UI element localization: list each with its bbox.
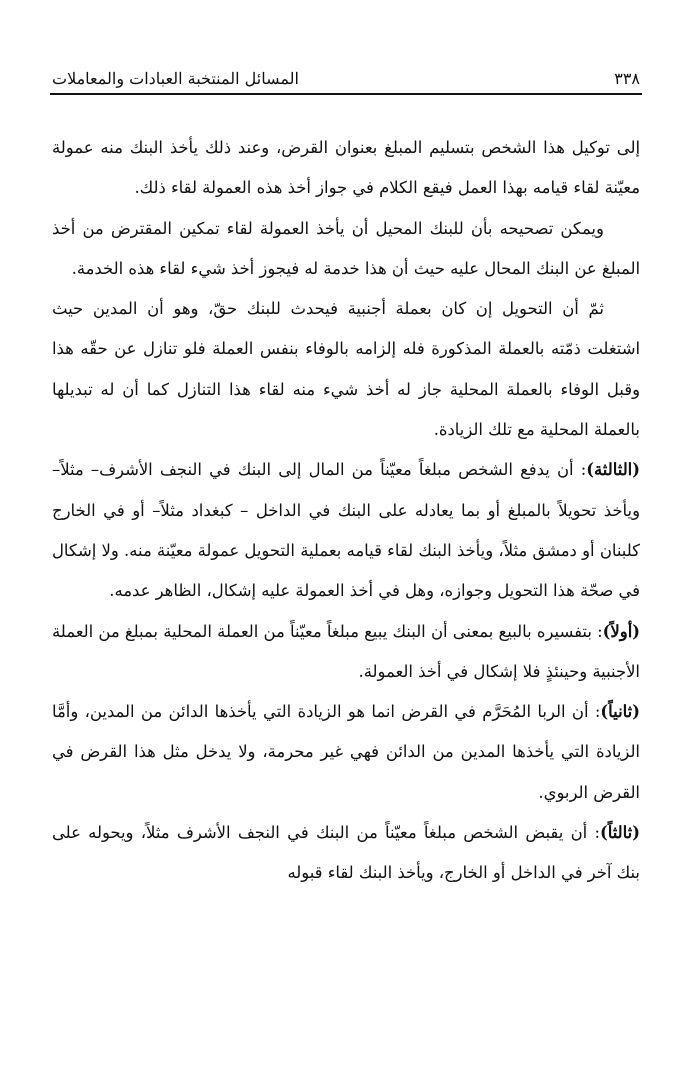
- paragraph-6: (ثانياً): أن الربا المُحَرَّم في القرض انما هو الزيادة التي يأخذها الدائن من المدين، وأمَّا الزيادة التي يأخذها المدين من الدائن فهي غير محرمة، ولا يدخل مثل هذا القرض في القرض الربوي.: [52, 702, 640, 802]
- header-rule: [50, 93, 642, 95]
- paragraph-lead: (ثانياً): [600, 702, 640, 722]
- paragraph-lead: (ثالثاً): [599, 823, 640, 843]
- paragraph-7: (ثالثاً): أن يقبض الشخص مبلغاً معيّناً من البنك في النجف الأشرف مثلاً، ويحوله على بنك آخر في الداخل أو الخارج، ويأخذ البنك لقاء قبوله: [52, 823, 640, 883]
- paragraph-lead: (أولاً): [602, 621, 640, 641]
- paragraph-4: (الثالثة): أن يدفع الشخص مبلغاً معيّناً من المال إلى البنك في النجف الأشرف– مثلاً– ويأخذ تحويلاً بالمبلغ أو بما يعادله على البنك في الداخل – كبغداد مثلاً– أو في الخارج كلبنان أو دمشق مثلاً، ويأخذ البنك لقاء قيامه بعملية التحويل عمولة معيّنة منه. ولا إشكال في صحّة هذا التحويل وجوازه، وهل في أخذ العمولة عليه إشكال، الظاهر عدمه.: [52, 460, 640, 601]
- paragraph-2: ويمكن تصحيحه بأن للبنك المحيل أن يأخذ العمولة لقاء تمكين المقترض من أخذ المبلغ عن البنك المحال عليه حيث أن هذا خدمة له فيجوز أخذ شيء لقاء هذه الخدمة.: [52, 218, 640, 278]
- paragraph-3: ثمّ أن التحويل إن كان بعملة أجنبية فيحدث للبنك حقّ، وهو أن المدين حيث اشتغلت ذمّته بالعملة المذكورة فله إلزامه بالوفاء بنفس العملة فلو تنازل عن حقّه هذا وقبل الوفاء بالعملة المحلية جاز له أخذ شيء منه لقاء هذا التنازل كما أن له تبديلها بالعملة المحلية مع تلك الزيادة.: [52, 299, 640, 440]
- running-title: المسائل المنتخبة العبادات والمعاملات: [52, 69, 299, 88]
- paragraph-5: (أولاً): بتفسيره بالبيع بمعنى أن البنك يبيع مبلغاً معيّناً من العملة المحلية بمبلغ من العملة الأجنبية وحينئذٍ فلا إشكال في أخذ العمولة.: [52, 621, 640, 681]
- page-number: ٣٣٨: [614, 69, 640, 88]
- body-text: [52, 128, 640, 894]
- paragraph-lead: (الثالثة): [586, 460, 640, 480]
- page-header: [52, 58, 640, 88]
- paragraph-1: إلى توكيل هذا الشخص بتسليم المبلغ بعنوان القرض، وعند ذلك يأخذ البنك منه عمولة معيّنة لقاء قيامه بهذا العمل فيقع الكلام في جواز أخذ هذه العمولة لقاء ذلك.: [52, 138, 640, 198]
